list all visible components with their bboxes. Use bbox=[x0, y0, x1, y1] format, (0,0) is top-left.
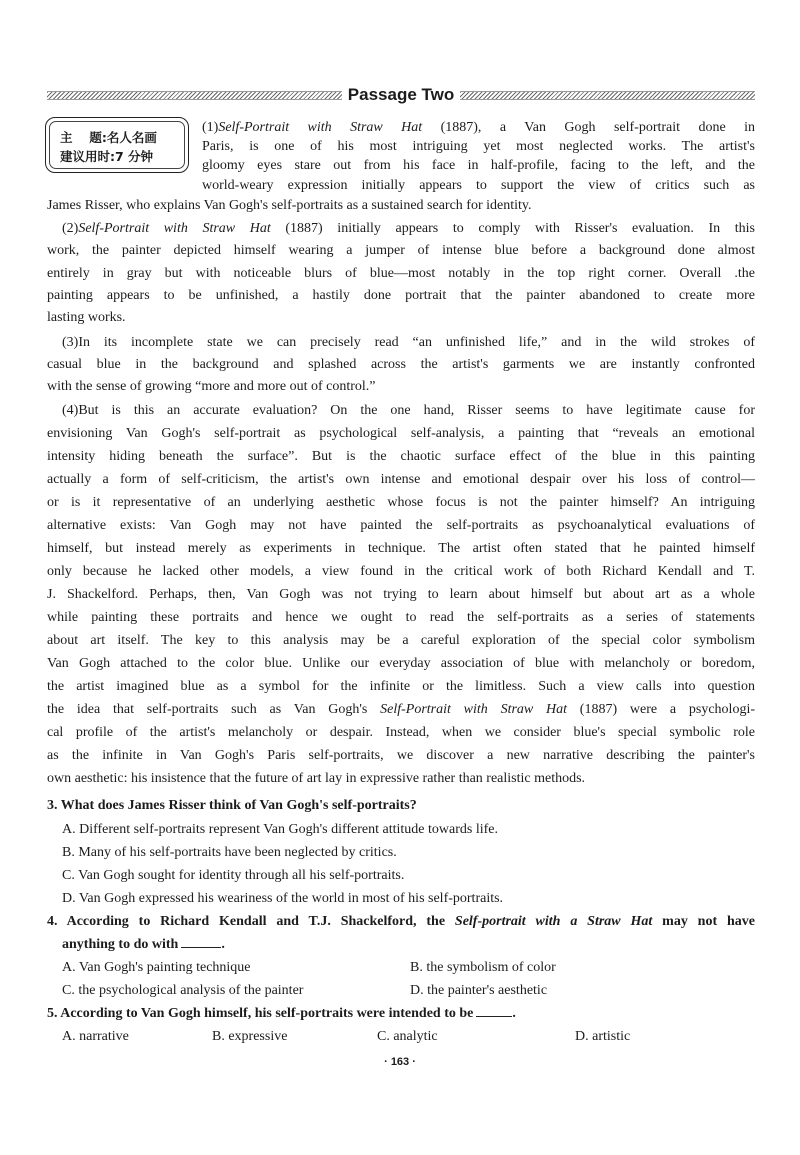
p4-line-2: envisioning Van Gogh's self-portrait as psychological self-analysis, a painting that “reveals an emotional bbox=[47, 426, 755, 441]
p4-line-3: intensity hiding beneath the surface”. But is the chaotic surface effect of the blue in this painting bbox=[47, 449, 755, 464]
p4-line-11: about art itself. The key to this analysis may be a careful exploration of the special color symbolism bbox=[47, 633, 755, 648]
q4-option-d: D. the painter's aesthetic bbox=[410, 983, 548, 998]
passage-header bbox=[47, 84, 755, 106]
p2-line-3: entirely in gray but with noticeable blurs of blue—most notably in the top right corner. Overall .the bbox=[47, 266, 755, 281]
p1-line-4: world-weary expression initially appears to support the view of critics such as bbox=[202, 178, 755, 193]
q3-option-c: C. Van Gogh sought for identity through all his self-portraits. bbox=[62, 868, 405, 883]
p1-line-3: gloomy eyes stare out from his face in half-profile, facing to the left, and the bbox=[202, 158, 755, 173]
q5-option-a: A. narrative bbox=[62, 1029, 129, 1044]
p3-line-1: (3)In its incomplete state we can precisely read “an unfinished life,” and in the wild strokes of bbox=[62, 335, 755, 350]
q4-stem-line-1: 4. According to Richard Kendall and T.J. Shackelford, the Self-portrait with a Straw Hat may not have bbox=[47, 914, 755, 929]
p2-line-5: lasting works. bbox=[47, 310, 126, 325]
p4-line-4: actually a form of self-criticism, the artist's own intense and emotional despair over his loss of control— bbox=[47, 472, 755, 487]
q5-option-b: B. expressive bbox=[212, 1029, 288, 1044]
p4-line-17: own aesthetic: his insistence that the future of art lay in expressive rather than realistic methods. bbox=[47, 771, 586, 786]
p4-line-13: the artist imagined blue as a symbol for the infinite or the limitless. Such a view calls into question bbox=[47, 679, 755, 694]
p3-line-2: casual blue in the background and splashed across the artist's garments we are instantly confronted bbox=[47, 357, 755, 372]
q5-stem: 5. According to Van Gogh himself, his self-portraits were intended to be . bbox=[47, 1006, 516, 1021]
q5-option-c: C. analytic bbox=[377, 1029, 438, 1044]
q3-option-a: A. Different self-portraits represent Van Gogh's different attitude towards life. bbox=[62, 822, 499, 837]
p4-line-16: as the infinite in Van Gogh's Paris self-portraits, we discover a new narrative describing the painter's bbox=[47, 748, 755, 763]
p4-line-10: while painting these portraits and hence we ought to read the self-portraits as a series of statements bbox=[47, 610, 755, 625]
p4-line-14: the idea that self-portraits such as Van Gogh's Self-Portrait with Straw Hat (1887) were a psychologi- bbox=[47, 702, 755, 717]
p4-line-9: J. Shackelford. Perhaps, then, Van Gogh was not trying to learn about himself but about art as a whole bbox=[47, 587, 755, 602]
q4-option-c: C. the psychological analysis of the painter bbox=[62, 983, 304, 998]
p4-line-8: only because he lacked other models, a view found in the critical work of both Richard Kendall and T. bbox=[47, 564, 755, 579]
p4-line-1: (4)But is this an accurate evaluation? On the one hand, Risser seems to have legitimate cause for bbox=[62, 403, 755, 418]
p3-line-3: with the sense of growing “more and more out of control.” bbox=[47, 379, 376, 394]
topic-label: 主 题:名人名画 bbox=[60, 130, 157, 145]
p1-line-1: (1)Self-Portrait with Straw Hat (1887), a Van Gogh self-portrait done in bbox=[202, 120, 755, 135]
q5-answer-blank[interactable] bbox=[476, 1004, 512, 1017]
q3-stem: 3. What does James Risser think of Van Gogh's self-portraits? bbox=[47, 798, 417, 813]
page-number: · 163 · bbox=[384, 1056, 416, 1068]
q5-option-d: D. artistic bbox=[575, 1029, 631, 1044]
p4-line-5: or is it representative of an underlying aesthetic whose focus is not the painter himself? An intriguing bbox=[47, 495, 755, 510]
time-label: 建议用时:7 分钟 bbox=[60, 149, 154, 164]
p4-line-6: alternative exists: Van Gogh may not have painted the self-portraits as psychoanalytical evaluations of bbox=[47, 518, 755, 533]
q4-option-a: A. Van Gogh's painting technique bbox=[62, 960, 251, 975]
topic-box-inner bbox=[49, 121, 185, 169]
header-hatch-left bbox=[47, 91, 342, 100]
p2-line-4: painting appears to be unfinished, a hastily done portrait that the painter abandoned to create more bbox=[47, 288, 755, 303]
p2-line-2: work, the painter depicted himself wearing a jumper of intense blue before a background done almost bbox=[47, 243, 755, 258]
p1-line-5: James Risser, who explains Van Gogh's self-portraits as a sustained search for identity. bbox=[47, 198, 532, 213]
p4-line-12: Van Gogh attached to the color blue. Unlike our everyday association of blue with melancholy or boredom, bbox=[47, 656, 755, 671]
q4-stem-line-2: anything to do with . bbox=[62, 937, 225, 952]
p4-line-15: cal profile of the artist's melancholy or despair. Instead, when we consider blue's special symbolic role bbox=[47, 725, 755, 740]
q4-option-b: B. the symbolism of color bbox=[410, 960, 556, 975]
q3-option-b: B. Many of his self-portraits have been neglected by critics. bbox=[62, 845, 397, 860]
passage-title: Passage Two bbox=[347, 85, 455, 104]
q3-option-d: D. Van Gogh expressed his weariness of the world in most of his self-portraits. bbox=[62, 891, 504, 906]
p2-line-1: (2)Self-Portrait with Straw Hat (1887) initially appears to comply with Risser's evaluation. In this bbox=[62, 221, 755, 236]
q4-answer-blank[interactable] bbox=[181, 935, 221, 948]
p1-line-2: Paris, is one of his most intriguing yet most neglected works. The artist's bbox=[202, 139, 755, 154]
header-hatch-right bbox=[460, 91, 755, 100]
p4-line-7: himself, but instead merely as experiments in technique. The artist often stated that he painted himself bbox=[47, 541, 755, 556]
topic-box bbox=[45, 117, 189, 173]
